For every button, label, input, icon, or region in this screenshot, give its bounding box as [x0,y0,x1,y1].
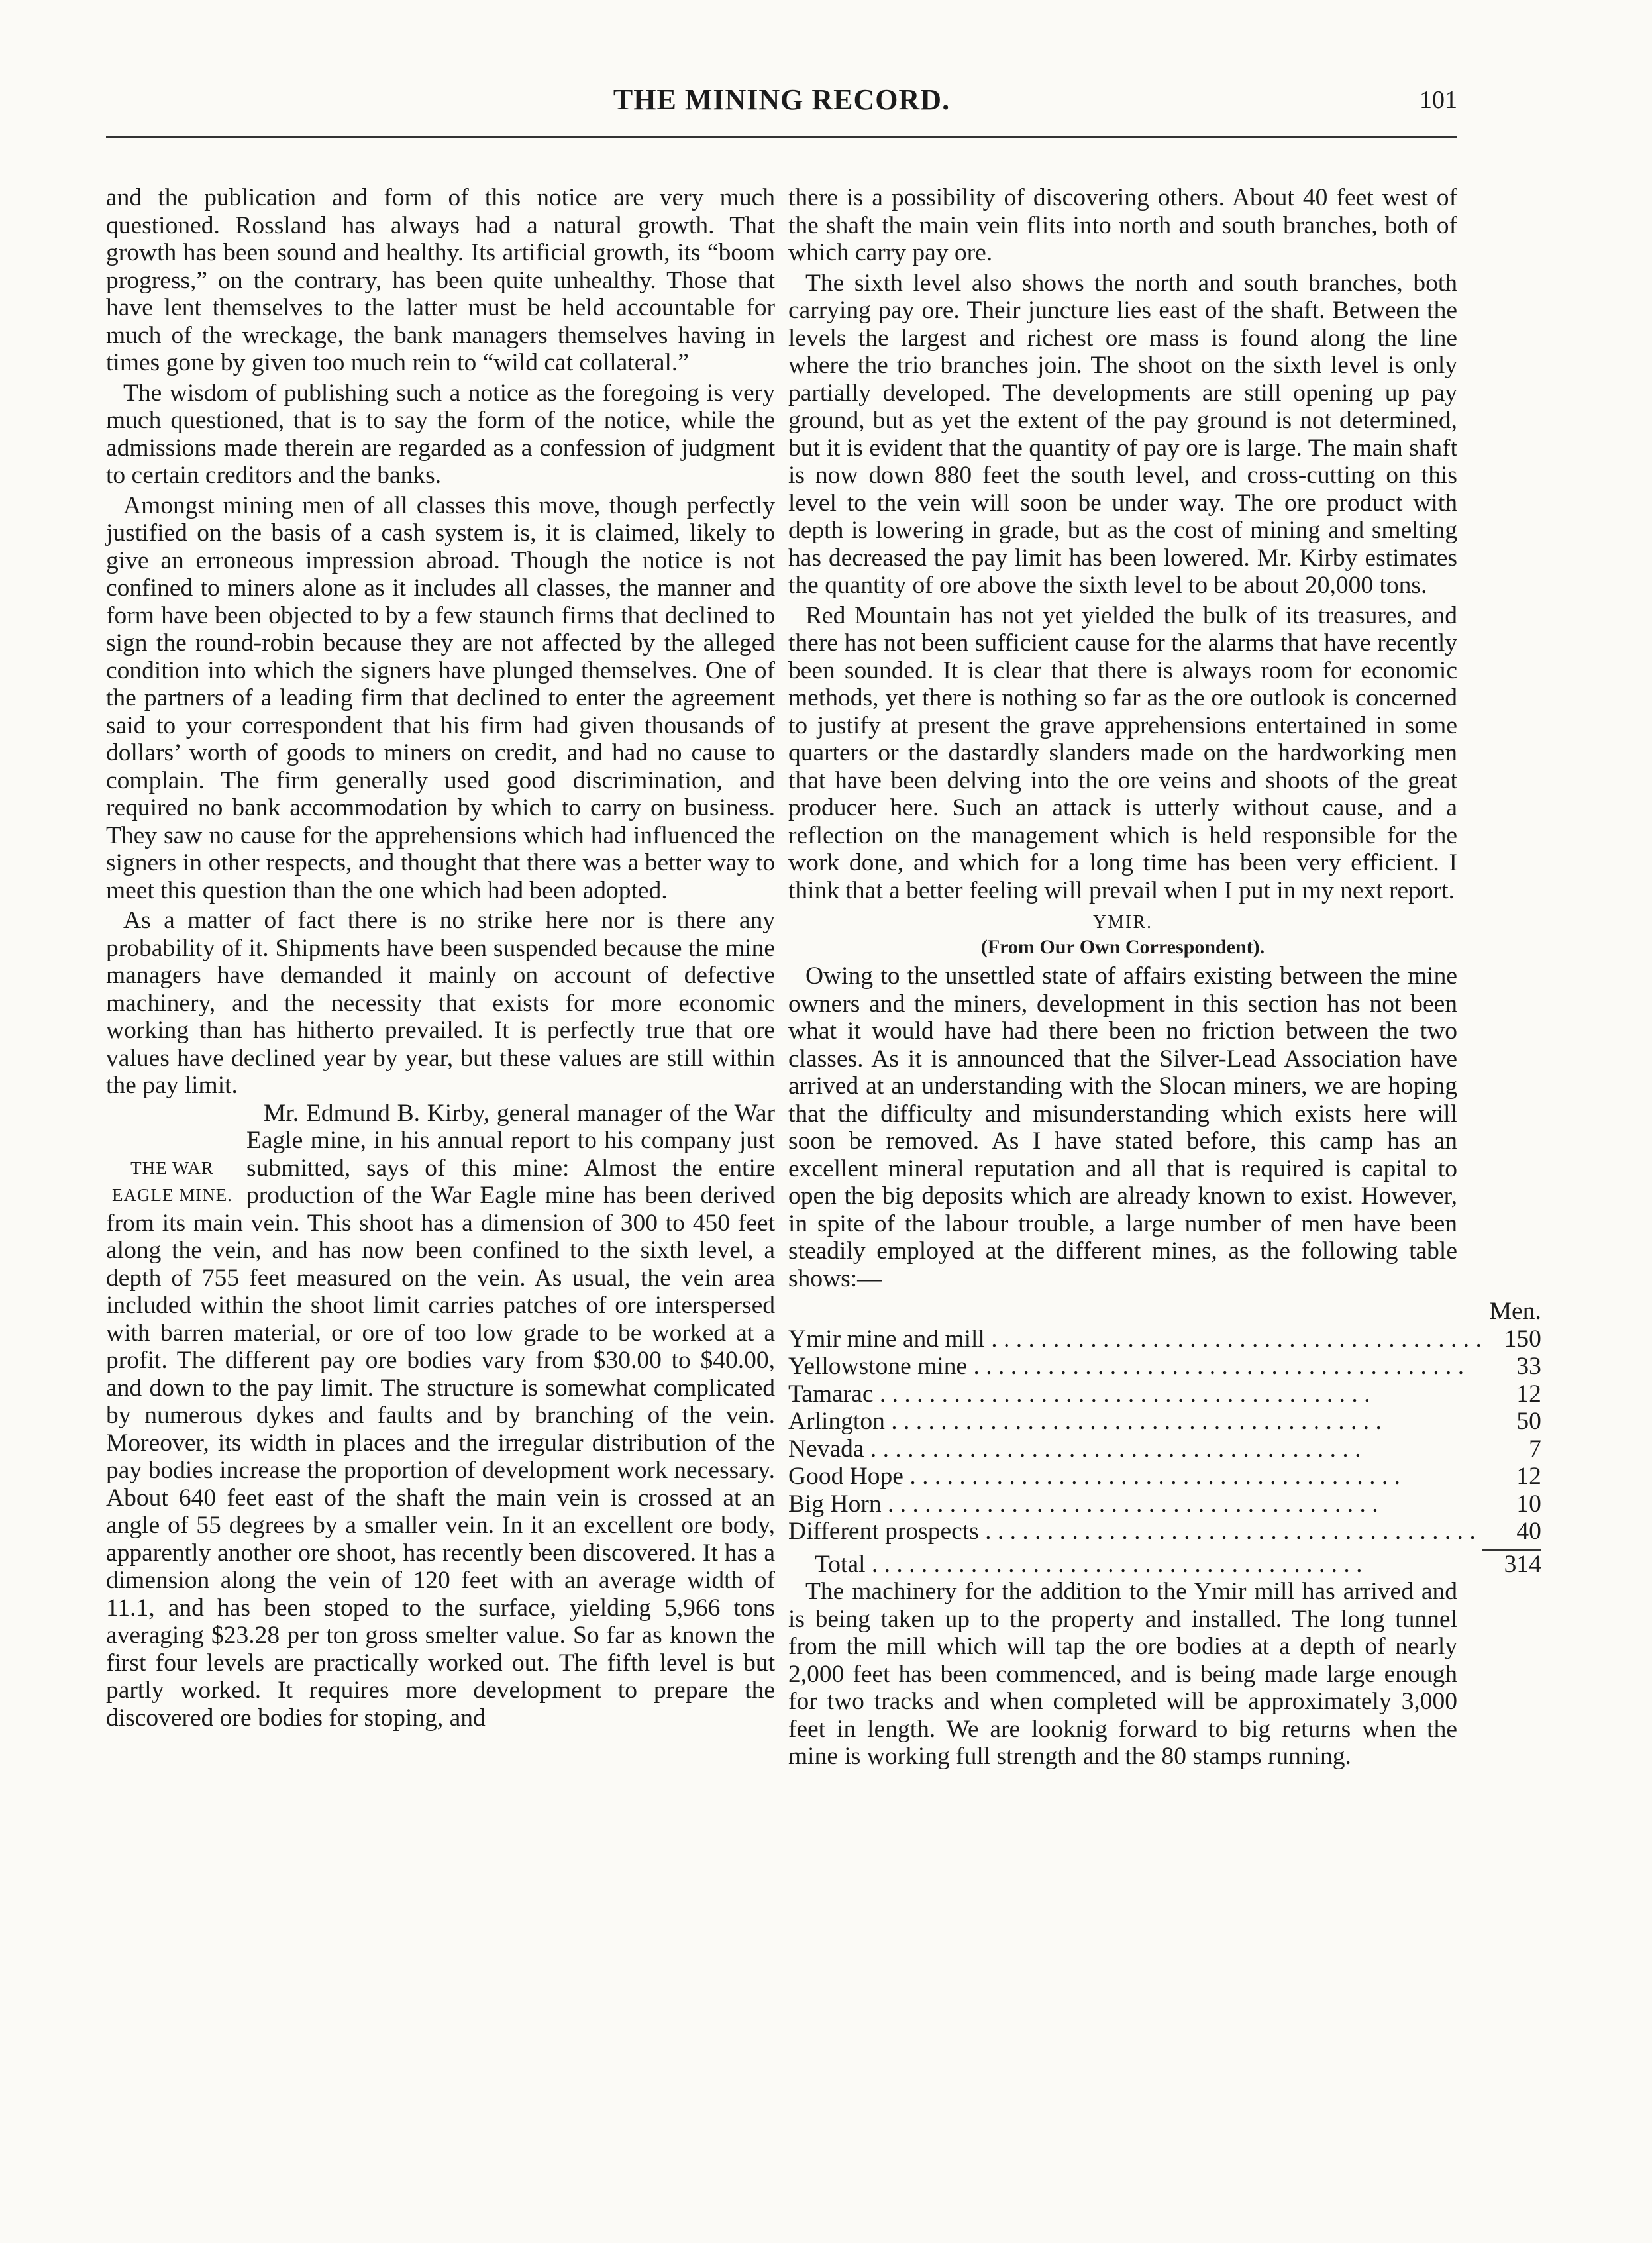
mine-name: Different prospects . . . [788,1518,1482,1545]
men-count: 33 [1516,1353,1541,1380]
table-row [788,1435,1541,1463]
mine-name: Ymir mine and mill . . . [788,1326,1482,1353]
paragraph: The machinery for the addition to the Ymir mill has arrived and is being taken up to the property and installed. The long tunnel from the mill which will tap the ore bodies at a depth of nearly 2,000 feet has been commenced, and is being made large enough for two tracks and when completed will be approximately 3,000 feet in length. We are looknig forward to big returns when the mine is working full strength and the 80 stamps running. [788,1578,1457,1770]
table-total-row [788,1551,1541,1579]
section-subtitle: (From Our Own Correspondent). [980,936,1265,958]
right-column [788,184,1541,1771]
mine-name: Good Hope . . . [788,1463,1482,1490]
total-men: 314 [1504,1550,1541,1578]
section-title: YMIR. [1092,912,1153,933]
total-label: Total . . . [788,1551,1482,1579]
mine-name: Arlington . . . [788,1408,1482,1435]
table-header-men: Men. [1489,1298,1541,1325]
running-head: THE MINING RECORD. [613,83,951,116]
paragraph: The wisdom of publishing such a notice as the foregoing is very much questioned, that is to say the form of the notice, while the admissions made therein are regarded as a confession of judgment to certain creditors and the banks. [106,379,775,489]
men-table [788,1298,1541,1578]
sidenote-war-eagle: THE WAR EAGLE MINE. [112,1157,232,1205]
table-row [788,1463,1541,1490]
page-number: 101 [1420,86,1457,114]
table-row [788,1408,1541,1435]
mine-name: Tamarac . . . [788,1381,1482,1408]
left-column [106,184,775,1732]
men-count: 12 [1516,1380,1541,1408]
paragraph: Red Mountain has not yet yielded the bulk of its treasures, and there has not been sufficient cause for the alarms that have recently been sounded. It is clear that there is always room for economic methods, yet there is nothing so far as the ore outlook is concerned to justify at present the grave apprehensions entertained in some quarters or the dastardly slanders made on the hardworking men that have been delving into the ore veins and shoots of the great producer here. Such an attack is utterly without cause, and a reflection on the management which is held responsible for the work done, and which for a long time has been very efficient. I think that a better feeling will prevail when I put in my next report. [788,601,1457,904]
paragraph: Mr. Edmund B. Kirby, general manager of the War Eagle mine, in his annual report to his company just submitted, says of this mine: Almost the entire production of the War Eagle mine has been derived from its main vein. This shoot has a dimension of 300 to 450 feet along the vein, and has now been confined to the sixth level, a depth of 755 feet measured on the vein. As usual, the vein area included within the shoot limit carries patches of ore interspersed with barren material, or ore of too low grade to be worked at a profit. The different pay ore bodies vary from $30.00 to $40.00, and down to the pay limit. The structure is somewhat complicated by numerous dykes and faults and by branching of the vein. Moreover, its width in places and the irregular distribution of the pay bodies increase the proportion of development work necessary. About 640 feet east of the shaft the main vein is crossed at an angle of 55 degrees by a smaller vein. In it an excellent ore body, apparently another ore shoot, has recently been discovered. It has a dimension along the vein of 120 feet with an average width of 11.1, and has been stoped to the surface, yielding 5,966 tons averaging $23.28 per ton gross smelter value. So far as known the first four levels are practically worked out. The fifth level is but partly worked. It requires more development to prepare the discovered ore bodies for stoping, and [106,1099,775,1732]
table-row [788,1518,1541,1545]
total-rule-row [788,1545,1541,1551]
mine-name: Nevada . . . [788,1435,1482,1463]
table-header-row [788,1298,1541,1326]
men-count: 7 [1529,1435,1541,1463]
men-count: 40 [1516,1518,1541,1545]
paragraph: Owing to the unsettled state of affairs existing between the mine owners and the miners, development in this section has not been what it would have had there been no friction between the two classes. As it is announced that the Silver-Lead Association have arrived at an understanding with the Slocan miners, we are hoping that the difficulty and misunderstanding which exists here will soon be removed. As I have stated before, this camp has an excellent mineral reputation and all that is required is capital to open the big deposits which are already known to exist. However, in spite of the labour trouble, a large number of men have been steadily employed at the different mines, as the following table shows:— [788,963,1457,1292]
page-header [106,83,1457,136]
header-rule [106,136,1457,138]
mine-name: Big Horn . . . [788,1490,1482,1518]
paragraph: As a matter of fact there is no strike here nor is there any probability of it. Shipments have been suspended because the mine managers have demanded it mainly on account of defective machinery, and the necessity that exists for more economic working than has hitherto prevailed. It is perfectly true that ore values have declined year by year, but these values are still within the pay limit. [106,907,775,1099]
paragraph: Amongst mining men of all classes this move, though perfectly justified on the basis of a cash system is, it is claimed, likely to give an erroneous impression abroad. Though the notice is not confined to miners alone as it includes all classes, the manner and form have been objected to by a few staunch firms that declined to sign the round-robin because they are not affected by the alleged condition into which the signers have plunged themselves. One of the partners of a leading firm that declined to enter the agreement said to your correspondent that his firm had given thousands of dollars’ worth of goods to miners on credit, and had no cause to complain. The firm generally used good discrimination, and required no bank accommodation by which to carry on business. They saw no cause for the apprehensions which had influenced the signers in other respects, and thought that there was a better way to meet this question than the one which had been adopted. [106,492,775,904]
paragraph: there is a possibility of discovering others. About 40 feet west of the shaft the main vein flits into north and south branches, both of which carry pay ore. [788,184,1457,266]
paragraph: and the publication and form of this notice are very much questioned. Rossland has always had a natural growth. That growth has been sound and healthy. Its artificial growth, its “boom progress,” on the contrary, has been quite unhealthy. Those that have lent themselves to the latter must be held accountable for much of the wreckage, the bank managers themselves having in times gone by given too much rein to “wild cat collateral.” [106,184,775,376]
paragraph: The sixth level also shows the north and south branches, both carrying pay ore. Their juncture lies east of the shaft. Between the levels the largest and richest ore mass is found along the line where the trio branches join. The shoot on the sixth level is only partially developed. The developments are still opening up pay ground, but as yet the extent of the pay ground is not determined, but it is evident that the quantity of pay ore is large. The main shaft is now down 880 feet the south level, and cross-cutting on this level to the vein will soon be under way. The ore product with depth is lowering in grade, but as the cost of mining and smelting has decreased the pay limit has been lowered. Mr. Kirby estimates the quantity of ore above the sixth level to be about 20,000 tons. [788,269,1457,599]
men-count: 50 [1516,1408,1541,1435]
table-row [788,1326,1541,1353]
men-count: 12 [1516,1463,1541,1490]
table-row [788,1353,1541,1381]
sidenote-section [106,1100,775,1732]
men-count: 10 [1516,1490,1541,1518]
table-row [788,1381,1541,1408]
table-row [788,1490,1541,1518]
mine-name: Yellowstone mine . . . [788,1353,1482,1381]
men-count: 150 [1504,1325,1541,1353]
